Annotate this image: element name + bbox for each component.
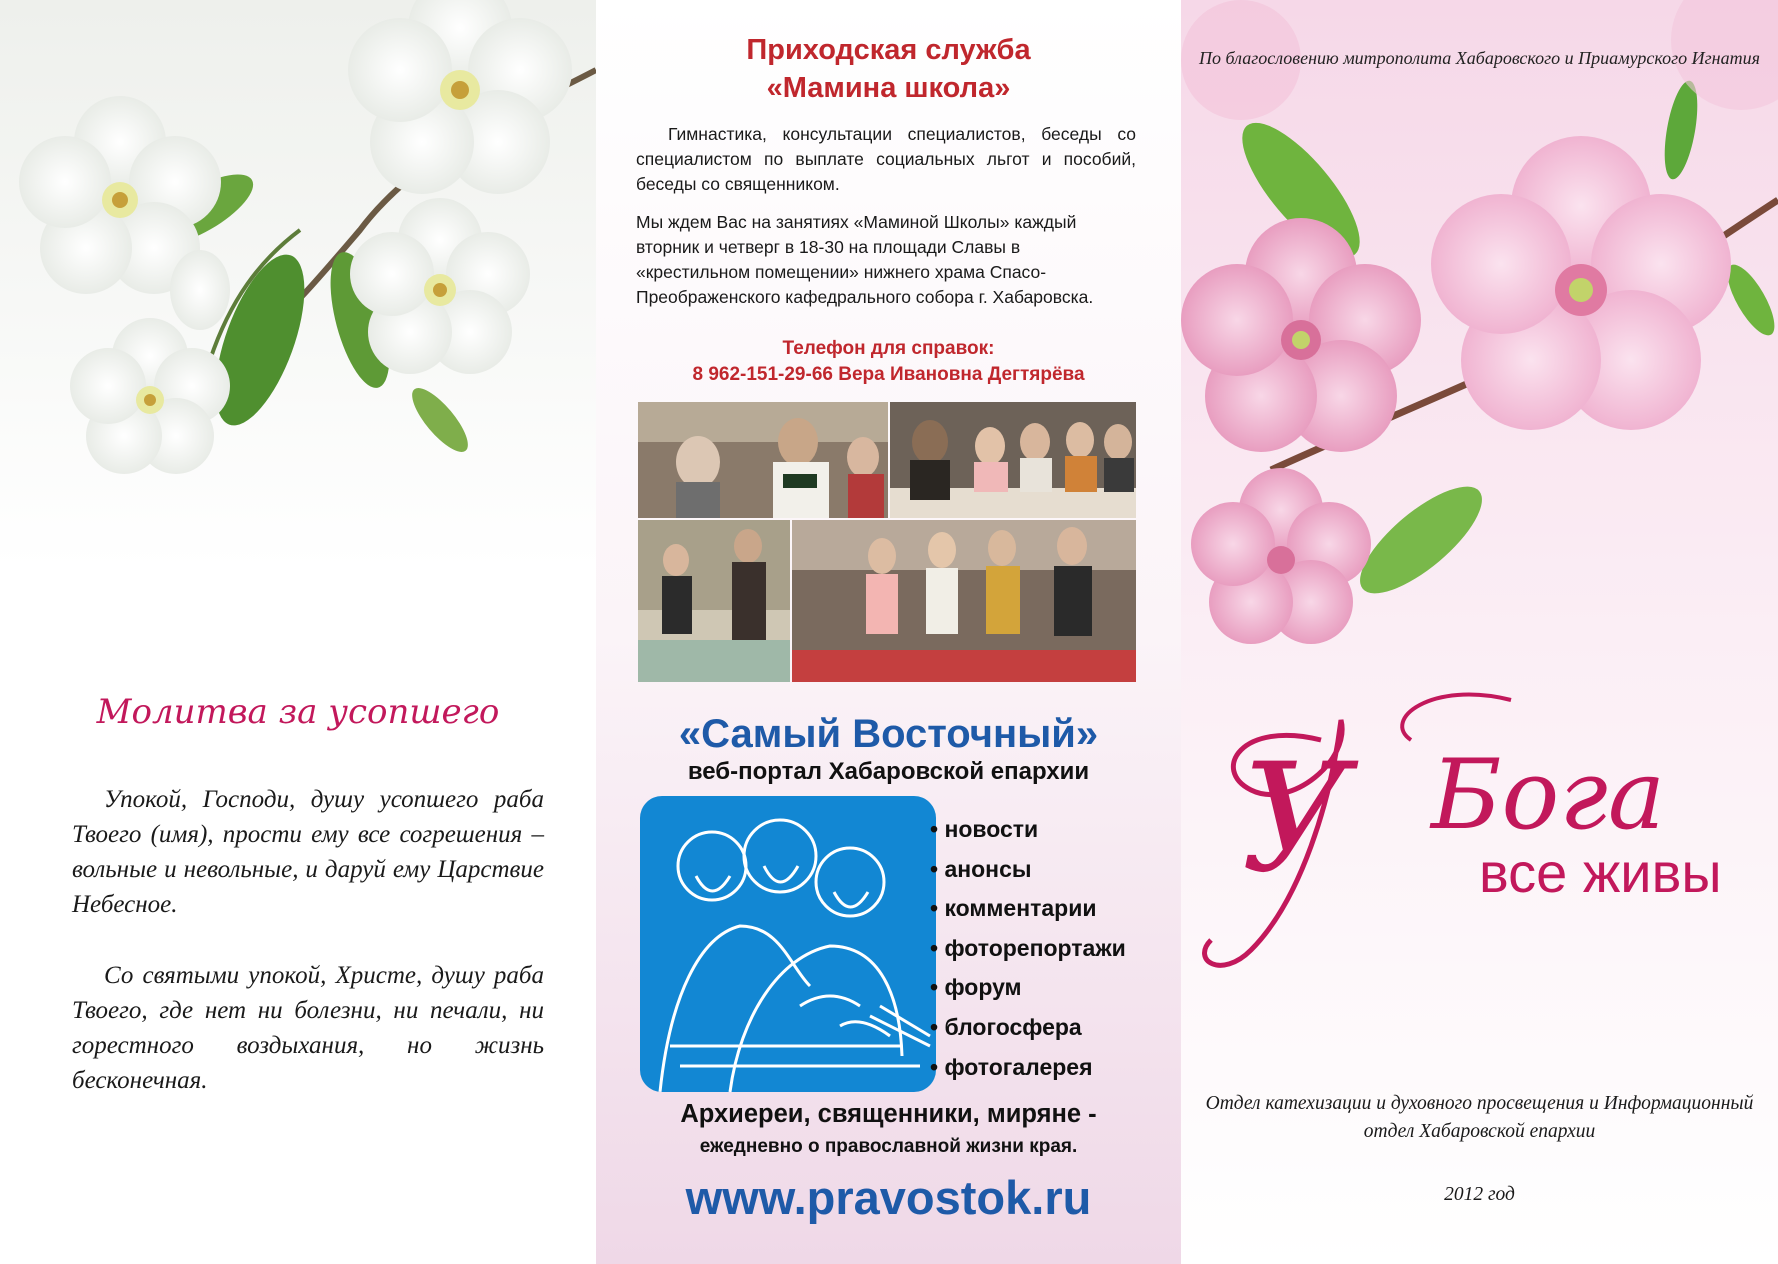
prayer-paragraph-1: Упокой, Господи, душу усопшего раба Твоего (имя), прости ему все согрешения – вольные и невольные, и даруй ему Царствие Небесное.	[72, 786, 544, 918]
phone-number[interactable]: 8 962-151-29-66 Вера Ивановна Дегтярёва	[692, 364, 1085, 385]
photo-priest-reading	[638, 402, 888, 518]
portal-feature-list	[930, 810, 1126, 1087]
title-calligraphy	[1181, 680, 1778, 1020]
title-words-vse-zhivy: все живы	[1479, 841, 1722, 904]
feature-item: • новости	[930, 810, 1126, 850]
photo-women-seated	[792, 520, 1136, 682]
feature-item: • фоторепортажи	[930, 929, 1126, 969]
year-text: 2012 год	[1444, 1184, 1515, 1205]
portal-url-link[interactable]: www.pravostok.ru	[685, 1171, 1092, 1224]
saints-icon	[640, 796, 936, 1092]
photo-tea-table	[890, 402, 1136, 518]
left-panel	[0, 0, 596, 1264]
slogan-line1: Архиереи, священники, миряне -	[680, 1100, 1097, 1128]
photo-collage	[638, 402, 1136, 682]
school-schedule: Мы ждем Вас на занятиях «Маминой Школы» каждый вторник и четверг в 18-30 на площади Славы в «крестильном помещении» нижнего храма Спасо-Преображенского кафедрального собора г. Хабаровска.	[636, 212, 1094, 307]
portal-subtitle: веб-портал Хабаровской епархии	[687, 758, 1090, 785]
title-letter-u: У	[1241, 732, 1350, 906]
phone-label: Телефон для справок:	[782, 338, 995, 359]
feature-item: • форум	[930, 968, 1126, 1008]
saints-drawing-icon	[640, 796, 936, 1092]
school-title-line1: Приходская служба	[746, 34, 1031, 66]
title-word-boga: Бога	[1431, 739, 1666, 851]
school-description: Гимнастика, консультации специалистов, беседы со специалистом по выплате социальных льгот и пособий, беседы со священником.	[636, 124, 1136, 194]
feature-item: • фотогалерея	[930, 1048, 1126, 1088]
blessing-text: По благословению митрополита Хабаровского и Приамурского Игнатия	[1199, 48, 1760, 68]
photo-gymnastics	[638, 520, 790, 682]
school-title-line2: «Мамина школа»	[766, 72, 1011, 104]
prayer-paragraph-2: Со святыми упокой, Христе, душу раба Твоего, где нет ни болезни, ни печали, ни горестного воздыхания, но жизнь бесконечная.	[72, 962, 544, 1094]
prayer-title: Молитва за усопшего	[96, 692, 500, 732]
feature-item: • комментарии	[930, 889, 1126, 929]
pink-blossom-illustration	[1181, 0, 1778, 690]
portal-title: «Самый Восточный»	[678, 712, 1099, 756]
feature-item: • блогосфера	[930, 1008, 1126, 1048]
department-text: Отдел катехизации и духовного просвещения и Информационный отдел Хабаровской епархии	[1205, 1093, 1754, 1142]
middle-panel	[596, 0, 1181, 1264]
right-panel	[1181, 0, 1778, 1264]
slogan-line2: ежедневно о православной жизни края.	[699, 1136, 1078, 1157]
white-blossom-illustration	[0, 0, 596, 560]
feature-item: • анонсы	[930, 850, 1126, 890]
